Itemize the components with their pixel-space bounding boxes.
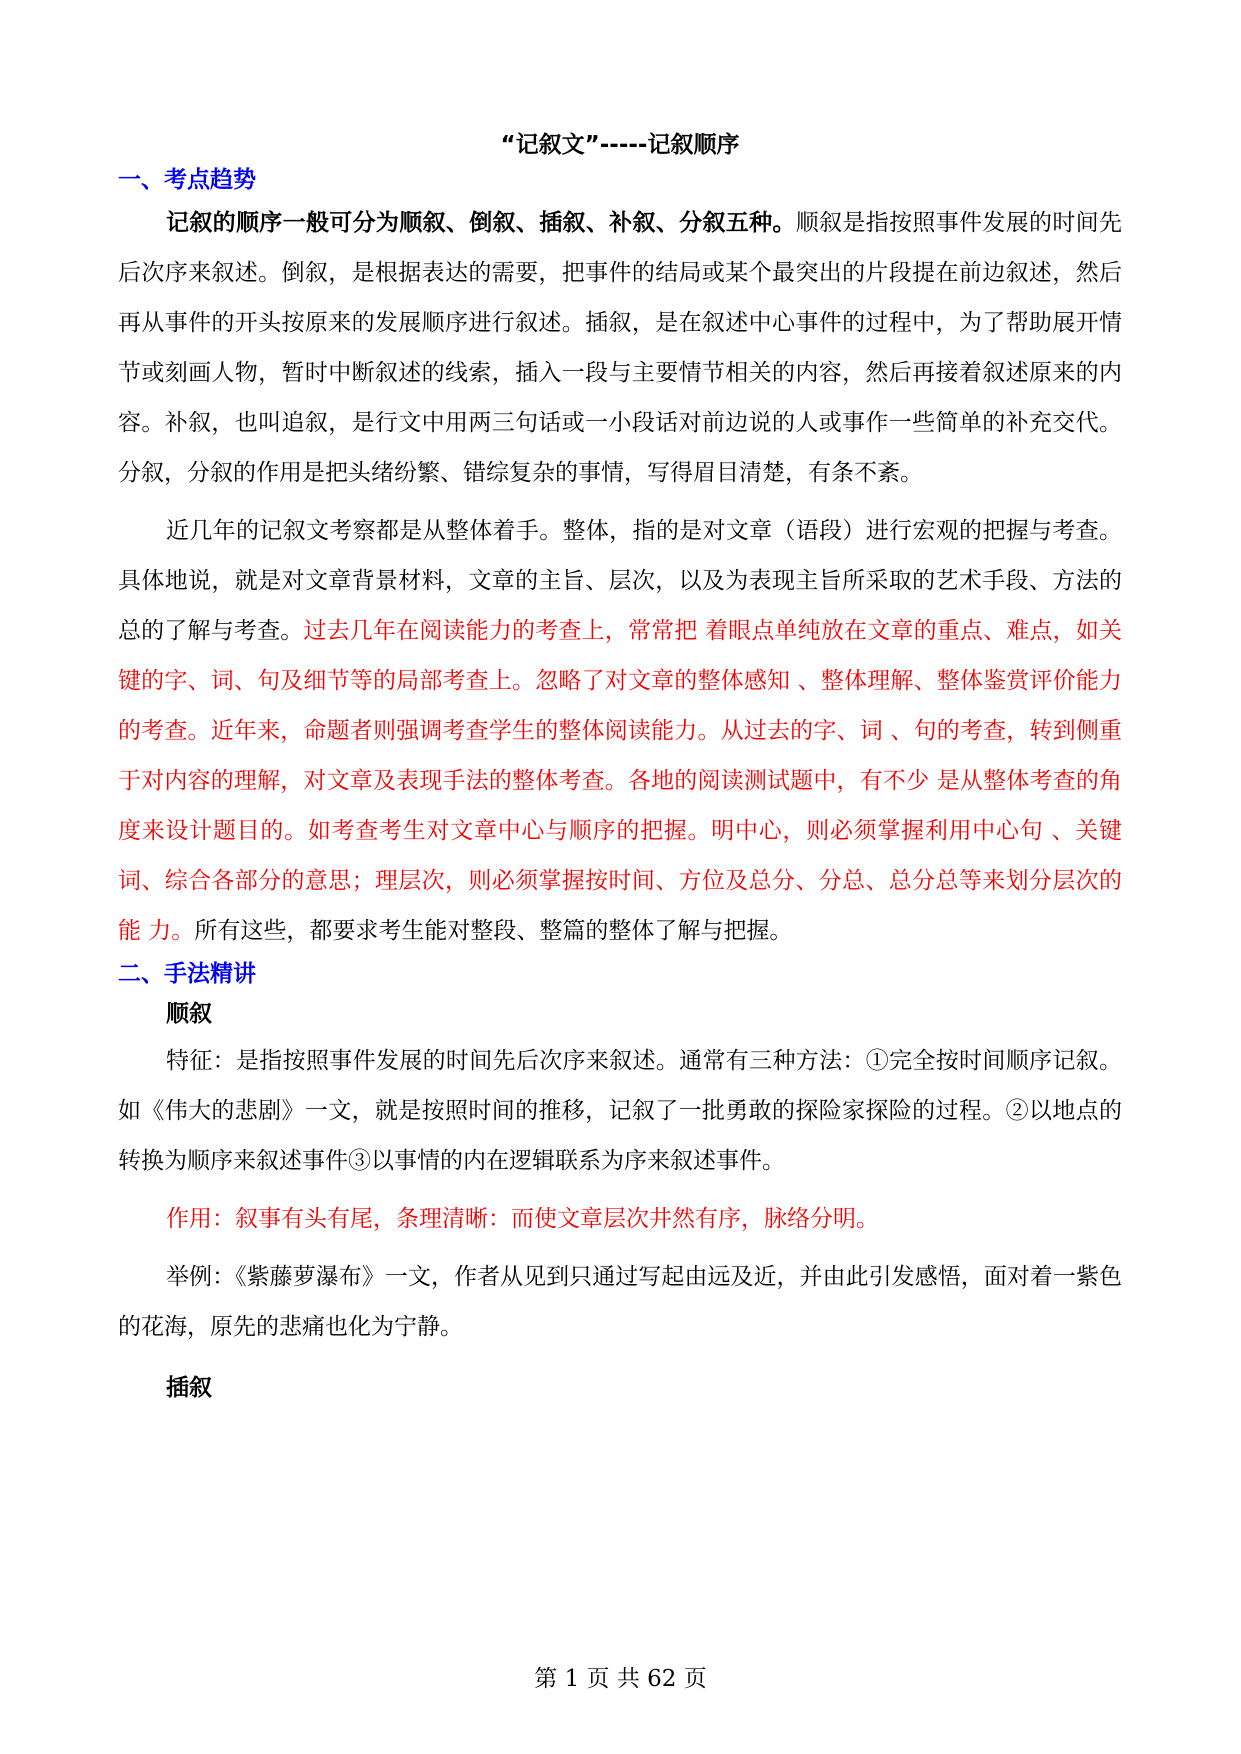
paragraph-text: 顺叙是指按照事件发展的时间先后次序来叙述。倒叙，是根据表达的需要，把事件的结局或某个最突出的片段提在前边叙述，然后再从事件的开头按原来的发展顺序进行叙述。插叙，是在叙述中心事件的过程中，为了帮助展开情节或刻画人物，暂时中断叙述的线索，插入一段与主要情节相关的内容，然后再接着叙述原来的内容。补叙，也叫追叙，是行文中用两三句话或一小段话对前边说的人或事作一些简单的补充交代。分叙，分叙的作用是把头绪纷繁、错综复杂的事情，写得眉目清楚，有条不紊。 [118,210,1123,486]
paragraph-text-tail: 所有这些，都要求考生能对整段、整篇的整体了解与把握。 [194,918,793,944]
paragraph-effect: 作用：叙事有头有尾，条理清晰：而使文章层次井然有序，脉络分明。 [166,1206,879,1232]
page-footer: 第 1 页 共 62 页 [534,1666,707,1692]
subheading-interpolation: 插叙 [166,1375,212,1401]
section-heading-trends: 一、考点趋势 [118,167,256,193]
paragraph-bold-lead: 记叙的顺序一般可分为顺叙、倒叙、插叙、补叙、分叙五种。 [166,210,796,236]
paragraph-recent-trends [118,506,1122,956]
paragraph-narrative-orders [118,198,1122,498]
section-heading-techniques: 二、手法精讲 [118,961,256,987]
paragraph-feature: 特征：是指按照事件发展的时间先后次序来叙述。通常有三种方法：①完全按时间顺序记叙。如《伟大的悲剧》一文，就是按照时间的推移，记叙了一批勇敢的探险家探险的过程。②以地点的转换为顺序来叙述事件③以事情的内在逻辑联系为序来叙述事件。 [118,1048,1122,1174]
document-title: “记叙文”-----记叙顺序 [500,132,740,158]
paragraph-example: 举例：《紫藤萝瀑布》一文，作者从见到只通过写起由远及近，并由此引发感悟，面对着一紫色的花海，原先的悲痛也化为宁静。 [118,1264,1122,1340]
subheading-chronological: 顺叙 [166,1001,212,1027]
paragraph-text-lead: 近几年的记叙文考察都是从整体着手。整体，指的是对文章（语段）进行宏观的把握与考查。具体地说，就是对文章背景材料，文章的主旨、层次，以及为表现主旨所采取的艺术手段、方法的总的了解与考查。 [118,518,1122,644]
paragraph-highlight-red: 过去几年在阅读能力的考查上，常常把 着眼点单纯放在文章的重点、难点，如关键的字、词、句及细节等的局部考查上。忽略了对文章的整体感知 、整体理解、整体鉴赏评价能力的考查。近年来，命题者则强调考查学生的整体阅读能力。从过去的字、词 、句的考查，转到侧重于对内容的理解，对文章及表现手法的整体考查。各地的阅读测试题中，有不少 是从整体考查的角度来设计题目的。如考查考生对文章中心与顺序的把握。明中心，则必须掌握利用中心句 、关键词、综合各部分的意思；理层次，则必须掌握按时间、方位及总分、分总、总分总等来划分层次的能 力。 [118,618,1123,944]
document-body [118,128,1122,1410]
